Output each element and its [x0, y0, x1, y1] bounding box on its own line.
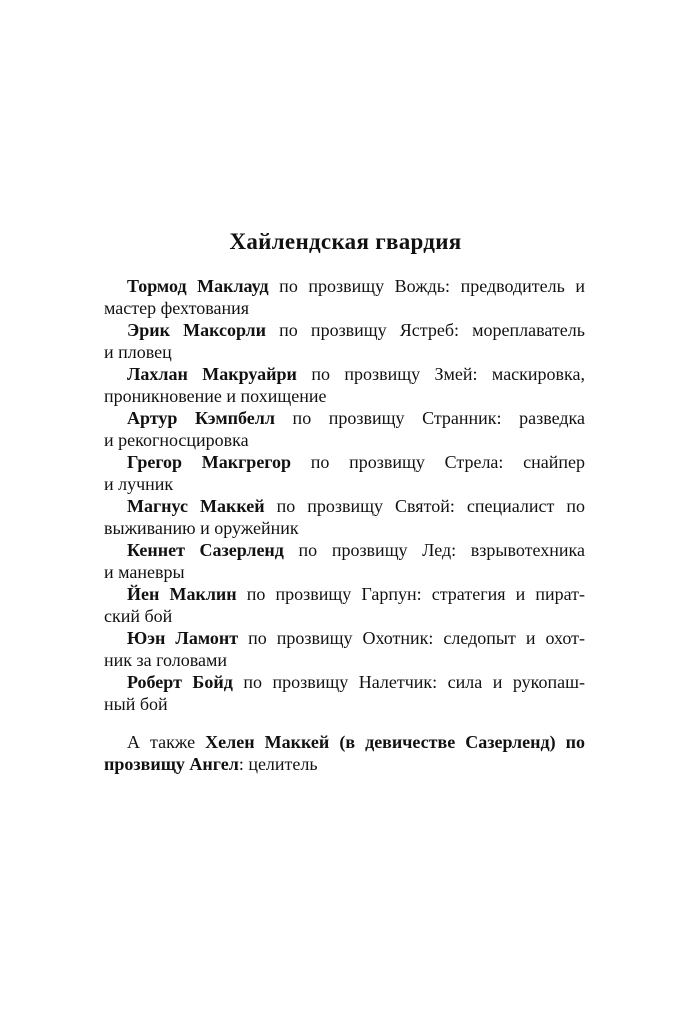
- member-entry: [104, 495, 585, 539]
- entry-line-1: [104, 627, 585, 649]
- member-name: Артур Кэмпбелл: [127, 408, 275, 428]
- member-entry: [104, 407, 585, 451]
- entry-line-2: и пловец: [104, 342, 172, 362]
- member-name: Юэн Ламонт: [127, 628, 239, 648]
- entry-line-1: [104, 363, 585, 385]
- member-description: по прозвищу Стрела: снайпер: [291, 452, 586, 472]
- member-entry: [104, 275, 585, 319]
- entry-line-2: проникновение и похищение: [104, 386, 327, 406]
- entry-line-2: мастер фехтования: [104, 298, 249, 318]
- member-entry: [104, 671, 585, 715]
- member-entry: [104, 363, 585, 407]
- entry-line-2: и рекогносцировка: [104, 430, 249, 450]
- entry-line-1: [104, 583, 585, 605]
- member-description: по прозвищу Лед: взрывотехника: [283, 540, 585, 560]
- entry-line-1: [104, 671, 585, 693]
- entry-line-1: [104, 451, 585, 473]
- member-description: по прозвищу Странник: разведка: [274, 408, 585, 428]
- entry-line-2: и маневры: [104, 562, 185, 582]
- entry-line-1: [104, 319, 585, 341]
- member-description: по прозвищу Налетчик: сила и рукопаш-: [232, 672, 585, 692]
- entry-line-2: ный бой: [104, 694, 168, 714]
- member-description: по прозвищу Гарпун: стратегия и пират-: [236, 584, 585, 604]
- member-description: по прозвищу Змей: маскировка,: [296, 364, 586, 384]
- also-role: : целитель: [238, 754, 318, 774]
- also-nickname: прозвищу Ангел: [104, 754, 239, 774]
- page-title: Хайлендская гвардия: [229, 229, 462, 254]
- member-entry: [104, 451, 585, 495]
- member-list: [104, 275, 585, 775]
- also-entry: [104, 731, 585, 775]
- member-description: по прозвищу Вождь: предводитель и: [268, 276, 585, 296]
- entry-line-2: выживанию и оружейник: [104, 518, 299, 538]
- member-name: Роберт Бойд: [127, 672, 233, 692]
- member-name: Магнус Маккей: [127, 496, 265, 516]
- entry-line-2: и лучник: [104, 474, 174, 494]
- member-name: Эрик Максорли: [127, 320, 267, 340]
- also-name: Хелен Маккей (в девичестве Сазерленд) по: [205, 732, 586, 752]
- member-entry: [104, 319, 585, 363]
- also-line-2: [104, 753, 585, 775]
- member-name: Йен Маклин: [127, 584, 237, 604]
- entry-line-2: ник за головами: [104, 650, 228, 670]
- member-entry: [104, 539, 585, 583]
- member-name: Кеннет Сазерленд: [127, 540, 284, 560]
- entry-line-1: [104, 539, 585, 561]
- member-name: Тормод Маклауд: [127, 276, 269, 296]
- entry-line-1: [104, 495, 585, 517]
- entry-line-1: [104, 407, 585, 429]
- member-description: по прозвищу Ястреб: мореплаватель: [266, 320, 585, 340]
- entry-line-1: [104, 275, 585, 297]
- member-entry: [104, 627, 585, 671]
- member-name: Лахлан Макруайри: [127, 364, 297, 384]
- member-entry: [104, 583, 585, 627]
- entry-line-2: ский бой: [104, 606, 173, 626]
- member-description: по прозвищу Охотник: следопыт и охот-: [238, 628, 585, 648]
- member-name: Грегор Макгрегор: [127, 452, 292, 472]
- member-description: по прозвищу Святой: специалист по: [264, 496, 585, 516]
- also-prefix: А также: [127, 732, 206, 752]
- also-line-1: [104, 731, 585, 753]
